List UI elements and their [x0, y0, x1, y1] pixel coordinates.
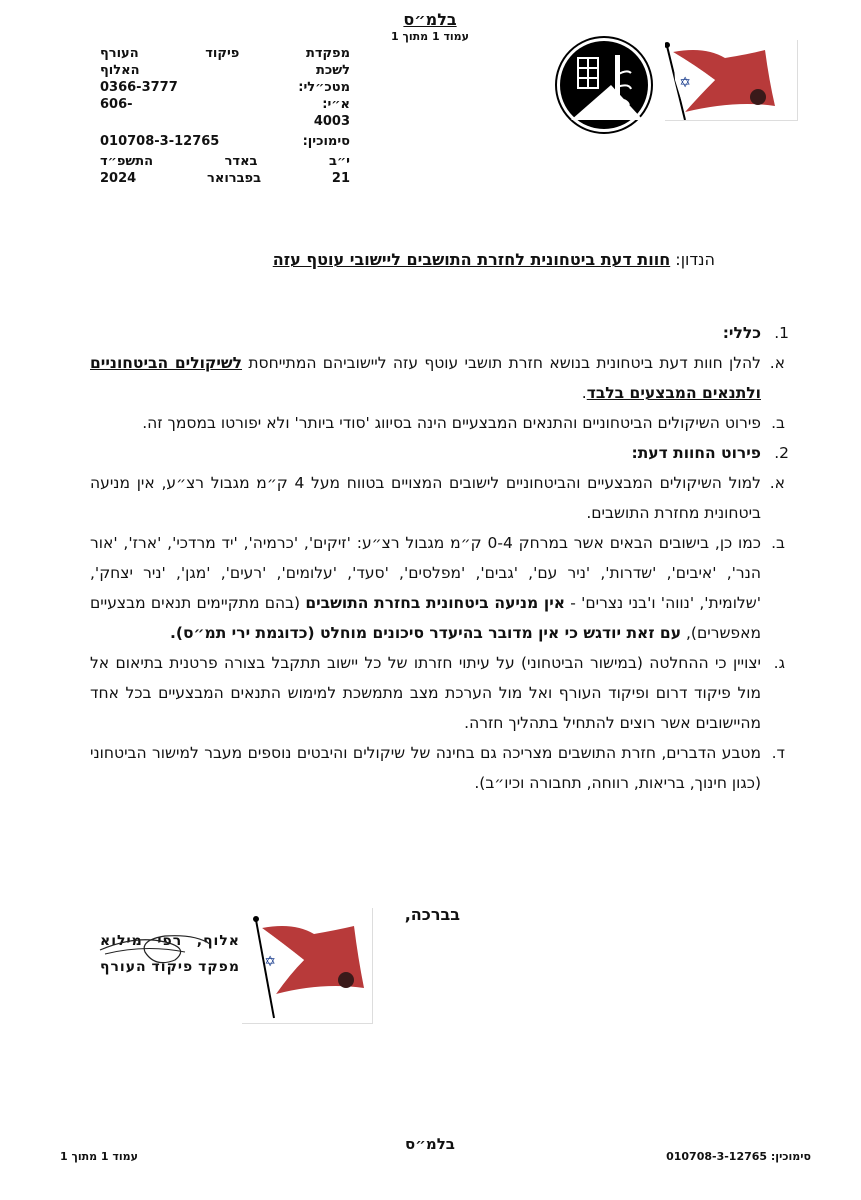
section-title-text: פירוט החוות דעת:	[631, 444, 761, 462]
item-text: (בהם מתקיימים תנאים מבצעיים מאפשרים),	[90, 594, 761, 642]
unit-word: מפקדת	[305, 46, 350, 61]
item-text: מטבע הדברים, חזרת התושבים מצריכה גם בחינה של שיקולים והיבטים נוספים מעבר למישור הביטחוני (כגון חינוך, בריאות, רווחה, תחבורה וכיו״ב).	[90, 744, 761, 792]
item-letter: א.	[769, 474, 785, 492]
item-letter: ב.	[771, 534, 785, 552]
date-part: בפברואר	[207, 171, 262, 186]
closing-greeting: בברכה,	[404, 905, 460, 924]
item-text: להלן חוות דעת ביטחונית בנושא חזרת תושבי עוטף עזה ליישוביהם המתייחסת	[242, 354, 761, 372]
list-item	[90, 528, 785, 648]
title-word: פיקוד	[151, 959, 194, 975]
footer-reference: סימוכין: 010708-3-12765	[666, 1150, 811, 1163]
item-text-end: .	[581, 384, 587, 402]
section-title	[90, 438, 789, 468]
section-details	[90, 438, 789, 798]
classification-footer: בלמ״ס	[405, 1135, 455, 1153]
ip-label: א״י:	[322, 97, 350, 112]
title-word: מפקד	[198, 959, 240, 975]
classification-label: בלמ״ס	[403, 10, 457, 29]
home-front-command-flag-icon	[665, 40, 798, 121]
list-item	[90, 648, 785, 738]
flag-stamp-icon	[242, 908, 373, 1024]
unit-line1	[100, 45, 350, 62]
section-number: 1.	[774, 324, 789, 342]
date-part: 21	[331, 171, 350, 186]
list-item	[90, 468, 785, 528]
item-emphasis: אין מניעה ביטחונית בחזרת התושבים	[305, 594, 566, 612]
signer-last-name: מילוא	[100, 933, 143, 949]
item-text: פירוט השיקולים הביטחוניים והתנאים המבצעיים הינה בסיווג 'סודי ביותר' ולא יפורטו במסמך זה.	[142, 414, 761, 432]
unit-word: העורף	[100, 46, 139, 61]
signer-first-name: רפי	[157, 933, 183, 949]
item-text: כמו כן, בישובים הבאים אשר במרחק 0-4 ק״מ מגבול רצ״ע: 'זיקים', 'כרמיה', 'יד מרדכי', 'ארז', 'אור הנר', 'איבים', 'שדרות', 'ניר עם', 'גבים', 'מפלסים', 'סעד', 'עלומים', 'רעים', 'מגן', 'ניר יצחק', 'שלומית', 'נווה' ו'בני נצרים' -	[90, 534, 762, 612]
item-letter: ג.	[773, 654, 785, 672]
hebrew-date	[100, 153, 350, 170]
list-item	[90, 738, 785, 798]
item-emphasis: לשיקולים הביטחוניים ולתנאים המבצעים בלבד	[90, 354, 761, 402]
item-letter: א.	[769, 354, 785, 372]
reference-label: סימוכין:	[302, 134, 350, 149]
title-word: העורף	[100, 959, 147, 975]
section-title	[90, 318, 789, 348]
section-general	[90, 318, 789, 438]
reference-value: 010708-3-12765	[100, 134, 220, 149]
svg-text:✡: ✡	[679, 75, 691, 91]
unit-word: לשכת	[316, 63, 350, 78]
document-body	[90, 318, 789, 798]
ip-value: 606-	[100, 97, 133, 112]
phone-value: 0366-3777	[100, 80, 178, 95]
phone-label: מטכ״לי:	[298, 80, 350, 95]
svg-text:✡: ✡	[264, 954, 276, 970]
date-part: התשפ״ד	[100, 154, 154, 169]
reference-row	[100, 133, 350, 150]
classification-header	[330, 10, 530, 43]
list-item	[90, 348, 785, 408]
signer-rank: אלוף,	[196, 933, 240, 949]
unit-word: פיקוד	[205, 46, 240, 61]
sender-details	[100, 45, 350, 187]
ip-value-cont: 4003	[313, 114, 350, 129]
item-emphasis: עם זאת יודגש כי אין מדובר בהיעדר סיכונים מוחלט (כדוגמת ירי תמ״ס).	[169, 624, 682, 642]
item-text: יצויין כי ההחלטה (במישור הביטחוני) על עיתוי חזרתו של כל יישוב תתקבל בצורה פרטנית בתיאום אל מול פיקוד דרום ופיקוד העורף ואל מול הערכת מצב מתמשכת למימוש התנאים המבצעיים בכל אחד מהיישובים אשר רוצים להתחיל בתהליך חזרה.	[90, 654, 761, 732]
item-text: למול השיקולים המבצעיים והביטחוניים לישובים המצויים בטווח מעל 4 ק״מ מגבול רצ״ע, אין מניעה ביטחונית מחזרת התושבים.	[90, 474, 761, 522]
ip-row	[100, 96, 350, 113]
date-part: 2024	[100, 171, 137, 186]
section-number: 2.	[774, 444, 789, 462]
list-item	[90, 408, 785, 438]
phone-row	[100, 79, 350, 96]
subject-label: הנדון:	[675, 250, 715, 269]
ip-row2	[100, 113, 350, 130]
section-title-text: כללי:	[722, 324, 761, 342]
date-part: י״ב	[329, 154, 350, 169]
date-part: באדר	[224, 154, 258, 169]
handwritten-signature-icon	[95, 930, 215, 970]
unit-line2	[100, 62, 350, 79]
item-letter: ד.	[771, 744, 785, 762]
subject-line	[185, 250, 715, 269]
footer-page-indicator: עמוד 1 מתוך 1	[60, 1150, 138, 1163]
unit-word: האלוף	[100, 63, 140, 78]
item-letter: ב.	[771, 414, 785, 432]
subject-text: חוות דעת ביטחונית לחזרת התושבים ליישובי עוטף עזה	[272, 250, 671, 269]
page-indicator: עמוד 1 מתוך 1	[391, 30, 469, 43]
gregorian-date	[100, 170, 350, 187]
home-front-command-emblem-icon	[553, 35, 656, 135]
